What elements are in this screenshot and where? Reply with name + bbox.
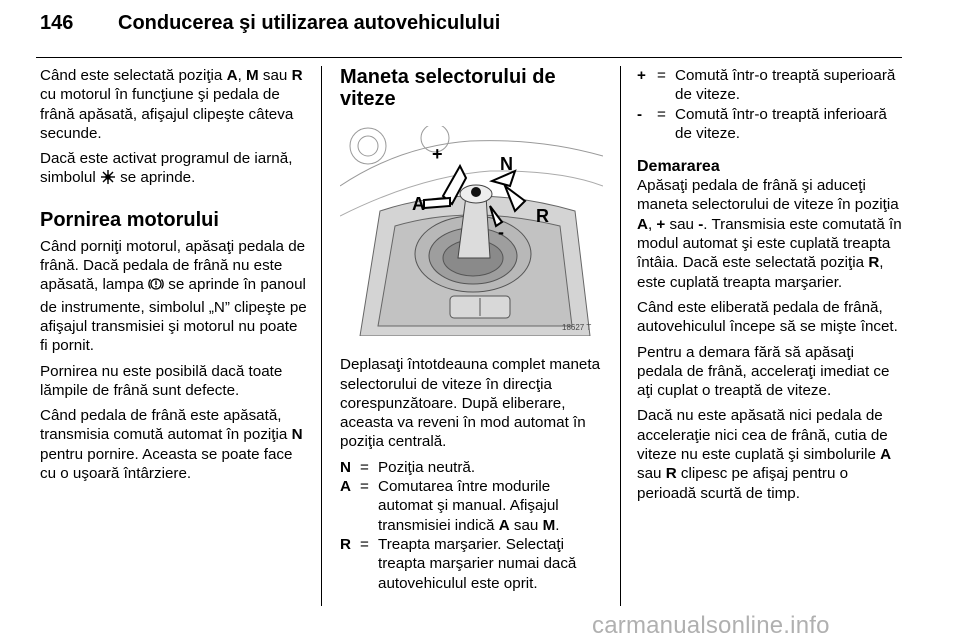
page-title: Conducerea şi utilizarea autovehiculului (118, 12, 501, 34)
paragraph-selected-position: Când este selectată poziţia A, M sau R cu motorul în funcţiune şi pedala de frână apăsată, afişajul clipeşte câteva secunde. (40, 67, 303, 142)
figure-label-minus: - (498, 222, 504, 242)
header-rule (36, 57, 902, 58)
watermark: carmanualsonline.info (592, 612, 830, 639)
paragraph-start-off: Apăsaţi pedala de frână şi aduceţi maneta selectorului de viteze în poziţia A, + sau -. Transmisia este comutată în modul automat şi este cuplată treapta întâia. Dacă este selectată poziţia R, este cuplată treapta marşarier. (637, 177, 902, 291)
section-heading-engine-start: Pornirea motorului (40, 208, 219, 231)
paragraph-brake-lamps-defect: Pornirea nu este posibilă dacă toate lămpile de frână sunt defecte. (40, 362, 283, 399)
section-heading-start-off: Demararea (637, 158, 720, 176)
gear-selector-illustration (340, 126, 603, 336)
page-number: 146 (40, 12, 74, 34)
definition-item: + = Comută într-o treaptă superioară de viteze. (637, 67, 896, 104)
column-left (40, 66, 308, 489)
paragraph-brake-lamp: Când porniţi motorul, apăsaţi pedala de frână. Dacă pedala de frână nu este apăsată, lampa se aprinde în panoul de instrumente, simbolul „N” clipeşte pe afişajul transmisiei şi motorul nu poate fi pornit. (40, 237, 307, 355)
column-right (637, 66, 903, 509)
position-definitions (340, 458, 606, 593)
brake-warning-lamp-icon (148, 276, 164, 297)
paragraph-winter-program: Dacă este activat programul de iarnă, simbolul se aprinde. (40, 149, 308, 191)
shift-definitions (637, 66, 903, 143)
page-header (0, 0, 960, 58)
paragraph-no-pedal: Dacă nu este apăsată nici pedala de acceleraţie nici cea de frână, cutia de viteze nu este cuplată şi simbolurile A sau R clipesc pe afişaj pentru o perioadă scurtă de timp. (637, 407, 892, 502)
paragraph-start-without-brake: Pentru a demara fără să apăsaţi pedala de frână, acceleraţi imediat ce aţi cuplat o treaptă de viteze. (637, 343, 890, 400)
figure-label-a: A (412, 194, 425, 214)
figure-code: 18627 T (562, 323, 592, 332)
definition-item: R = Treapta marşarier. Selectaţi treapta marşarier numai dacă autovehiculul este oprit. (340, 535, 577, 592)
paragraph-brake-release: Când este eliberată pedala de frână, autovehiculul începe să se mişte încet. (637, 298, 898, 336)
section-heading-selector-lever: Maneta selectorului de viteze (340, 66, 556, 110)
definition-item: - = Comută într-o treaptă inferioară de viteze. (637, 105, 887, 142)
figure-label-r: R (536, 206, 549, 226)
figure-label-plus: + (432, 144, 443, 164)
snowflake-icon (100, 169, 116, 190)
paragraph-auto-neutral: Când pedala de frână este apăsată, transmisia comută automat în poziţia N pentru pornire. Aceasta se poate face cu o uşoară întârziere. (40, 407, 303, 483)
column-divider-right (620, 66, 621, 606)
figure-label-n: N (500, 154, 513, 174)
definition-item: N = Poziţia neutră. (340, 458, 476, 476)
column-middle (340, 66, 606, 599)
column-divider-left (321, 66, 322, 606)
paragraph-lever-usage: Deplasaţi întotdeauna complet maneta selectorului de viteze în direcţia corespunzătoare. După eliberare, aceasta va reveni în mod automat în poziţia centrală. (340, 356, 601, 451)
definition-item: A = Comutarea între modurile automat şi manual. Afişajul transmisiei indică A sau M. (340, 478, 560, 534)
